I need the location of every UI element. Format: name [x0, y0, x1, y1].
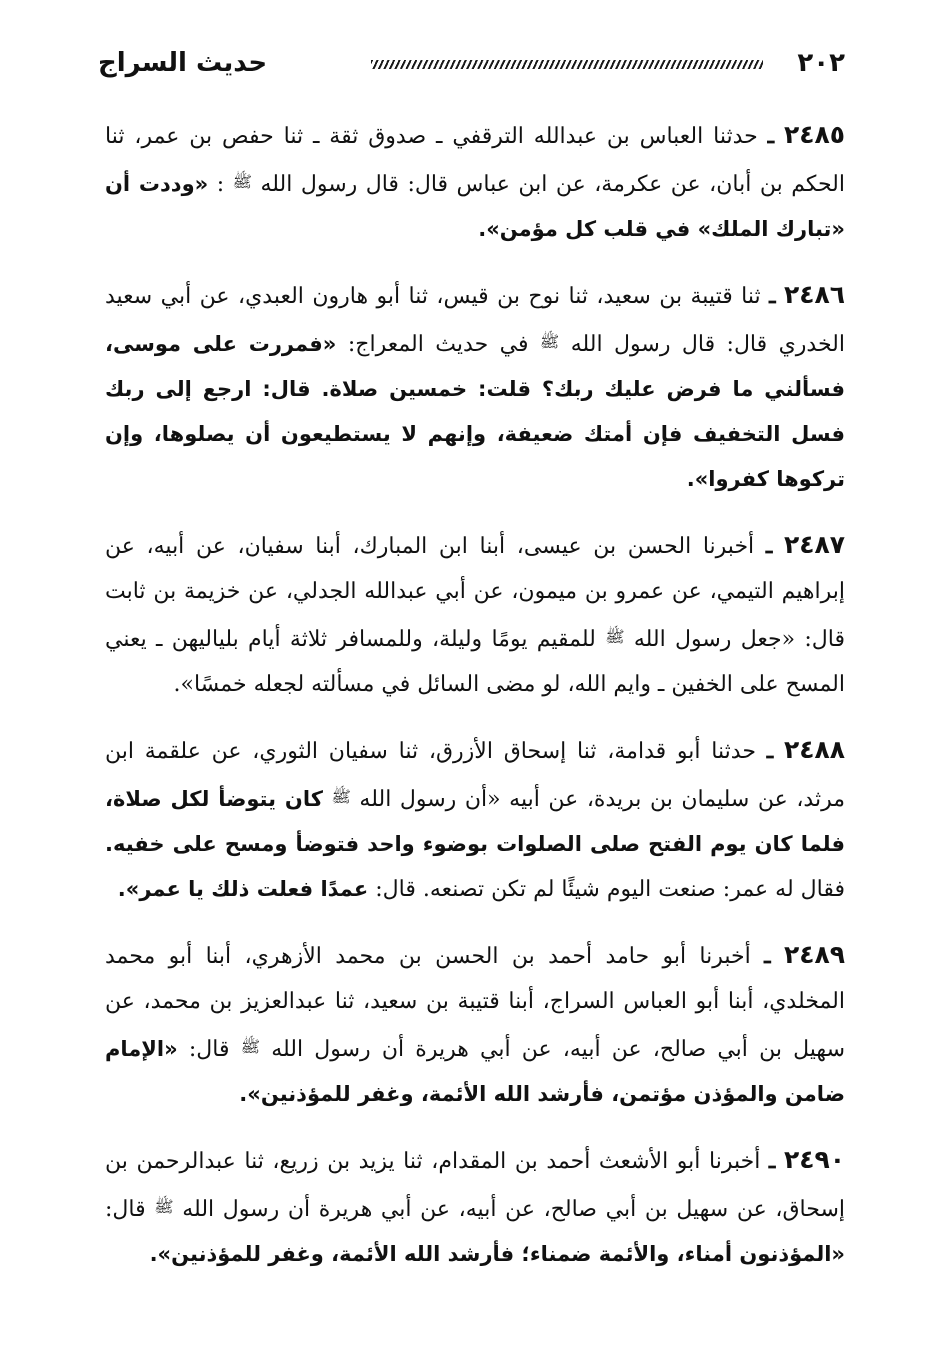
hadith-isnad: أخبرنا أبو حامد أحمد بن الحسن بن محمد الأزهري، أبنا أبو محمد المخلدي، أبنا أبو العباس السراج، أبنا قتيبة بن سعيد، ثنا عبدالعزيز بن محمد، عن سهيل بن أبي صالح، عن أبيه، عن أبي هريرة أن رسول الله	[105, 944, 846, 1062]
hadith-text: :	[216, 172, 225, 197]
salutation-glyph: ﷺ	[154, 1197, 174, 1216]
hadith-isnad: ثنا قتيبة بن سعيد، ثنا نوح بن قيس، ثنا أبو هارون العبدي، عن أبي سعيد الخدري قال: قال رسول الله	[105, 284, 846, 357]
salutation-glyph: ﷺ	[539, 332, 560, 351]
hadith-number: ٢٤٨٩	[783, 940, 845, 969]
hadith-number: ٢٤٨٧	[783, 530, 845, 559]
hadith-matn-end: عمدًا فعلت ذلك يا عمر».	[117, 877, 369, 901]
hadith-2487	[105, 522, 845, 707]
separator-dash: ـ	[766, 738, 774, 764]
hadith-text: فقال له عمر: صنعت اليوم شيئًا لم تكن تصنعه. قال:	[375, 877, 845, 902]
header-decorative-rule	[371, 60, 763, 69]
hadith-2486	[105, 272, 845, 502]
separator-dash: ـ	[768, 1148, 776, 1174]
hadith-matn: «فمررت على موسى، فسألني ما فرض عليك ربك؟ قلت: خمسين صلاة. قال: ارجع إلى ربك فسل التخفيف فإن أمتك ضعيفة، وإنهم لا يستطيعون أن يصلوها، وإن تركوها كفروا».	[105, 332, 845, 491]
hadith-2485	[105, 112, 845, 252]
hadith-2489	[105, 932, 845, 1117]
salutation-glyph: ﷺ	[605, 627, 625, 646]
separator-dash: ـ	[764, 943, 771, 969]
page-content	[105, 112, 845, 1297]
hadith-2490	[105, 1137, 845, 1277]
salutation-glyph: ﷺ	[240, 1037, 261, 1056]
hadith-isnad: حدثنا أبو قدامة، ثنا إسحاق الأزرق، ثنا سفيان الثوري، عن علقمة ابن مرثد، عن سليمان بن بريدة، عن أبيه «أن رسول الله	[105, 739, 846, 812]
hadith-matn: كان يتوضأ لكل صلاة، فلما كان يوم الفتح صلى الصلوات بوضوء واحد فتوضأ ومسح على خفيه.	[105, 787, 845, 856]
hadith-number: ٢٤٨٨	[783, 735, 845, 764]
running-title: حديث السراج	[98, 48, 268, 78]
hadith-number: ٢٤٩٠	[783, 1145, 845, 1174]
hadith-2488	[105, 727, 845, 912]
hadith-matn: «وددت أن «تبارك الملك» في قلب كل مؤمن».	[105, 172, 845, 241]
hadith-isnad: أخبرنا أبو الأشعث أحمد بن المقدام، ثنا يزيد بن زريع، ثنا عبدالرحمن بن إسحاق، عن سهيل بن أبي صالح، عن أبيه، عن أبي هريرة أن رسول الله	[105, 1149, 845, 1222]
hadith-matn: «المؤذنون أمناء، والأئمة ضمناء؛ فأرشد الله الأئمة، وغفر للمؤذنين».	[149, 1242, 845, 1266]
hadith-number: ٢٤٨٥	[783, 120, 846, 149]
page-number: ٢٠٢	[797, 48, 845, 78]
salutation-glyph: ﷺ	[331, 787, 351, 806]
hadith-isnad: حدثنا العباس بن عبدالله الترقفي ـ صدوق ثقة ـ ثنا حفص بن عمر، ثنا الحكم بن أبان، عن عكرمة، عن ابن عباس قال: قال رسول الله	[105, 124, 846, 197]
page-header	[98, 40, 845, 86]
hadith-text: قال:	[188, 1037, 230, 1062]
salutation-glyph: ﷺ	[232, 172, 252, 191]
hadith-text: للمقيم يومًا وليلة، وللمسافر ثلاثة أيام بلياليهن ـ يعني المسح على الخفين ـ وايم الله، لو مضى السائل في مسألته لجعله خمسًا».	[105, 627, 845, 697]
hadith-number: ٢٤٨٦	[783, 280, 845, 309]
separator-dash: ـ	[765, 533, 773, 559]
hadith-text: قال:	[105, 1197, 146, 1222]
hadith-text: في حديث المعراج:	[347, 332, 529, 357]
separator-dash: ـ	[767, 123, 775, 149]
hadith-isnad: أخبرنا الحسن بن عيسى، أبنا ابن المبارك، أبنا سفيان، عن أبيه، عن إبراهيم التيمي، عن عمرو بن ميمون، عن أبي عبدالله الجدلي، عن خزيمة بن ثابت قال: «جعل رسول الله	[105, 534, 845, 652]
hadith-matn: «الإمام ضامن والمؤذن مؤتمن، فأرشد الله الأئمة، وغفر للمؤذنين».	[105, 1037, 845, 1106]
separator-dash: ـ	[769, 283, 776, 309]
